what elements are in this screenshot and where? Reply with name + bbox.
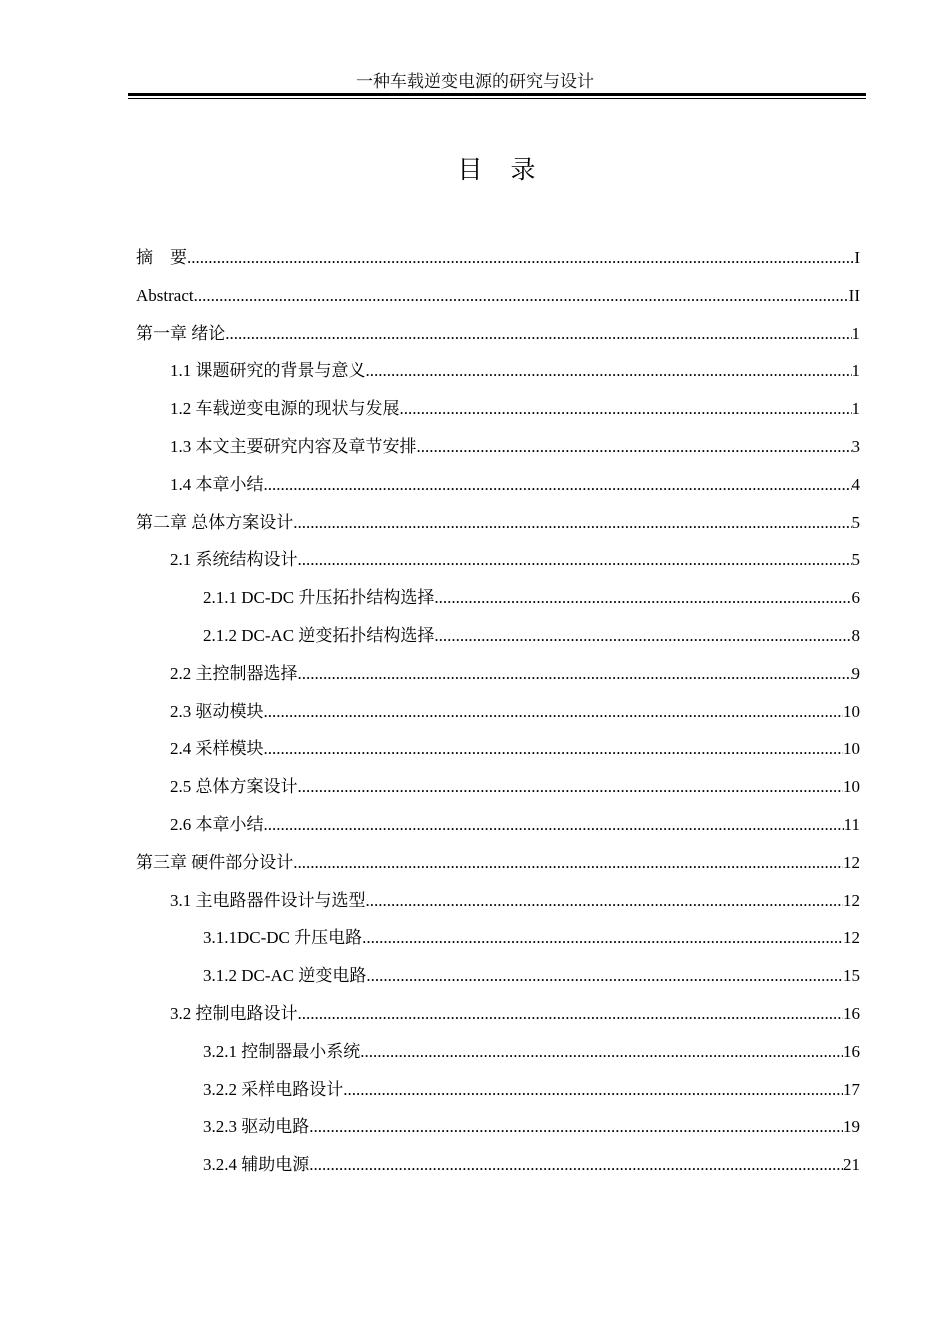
toc-entry-page: 19 xyxy=(843,1117,860,1137)
toc-entry-page: 1 xyxy=(851,323,860,343)
toc-entry-label: 1.3 本文主要研究内容及章节安排 xyxy=(170,437,417,456)
toc-entry-page: 3 xyxy=(851,437,860,456)
toc-entry-label: 2.2 主控制器选择 xyxy=(170,663,298,683)
toc-entry-page: II xyxy=(848,285,860,305)
toc-entry-page: 15 xyxy=(843,966,860,986)
toc-entry-label: 第三章 硬件部分设计 xyxy=(136,852,294,872)
toc-entry[interactable] xyxy=(170,359,860,383)
toc-entry[interactable] xyxy=(170,737,860,761)
toc-dot-leader xyxy=(194,284,849,308)
toc-entry-page: 16 xyxy=(843,1004,860,1023)
toc-entry-label: 3.1.1DC-DC 升压电路 xyxy=(203,928,363,948)
toc-entry-label: 2.1.2 DC-AC 逆变拓扑结构选择 xyxy=(203,626,435,645)
toc-entry-label: 1.2 车载逆变电源的现状与发展 xyxy=(170,399,400,419)
toc-entry-page: 12 xyxy=(843,890,860,910)
toc-dot-leader xyxy=(298,548,852,572)
toc-entry-label: 第一章 绪论 xyxy=(136,323,226,343)
toc-dot-leader xyxy=(293,851,843,875)
toc-dot-leader xyxy=(264,700,844,724)
toc-entry[interactable] xyxy=(136,322,860,346)
toc-entry-label: 3.1 主电路器件设计与选型 xyxy=(170,890,366,910)
toc-entry-page: 9 xyxy=(851,663,860,683)
toc-dot-leader xyxy=(400,397,852,421)
header-rule-thick xyxy=(128,93,866,96)
toc-entry-label: 第二章 总体方案设计 xyxy=(136,512,294,532)
toc-title-right: 录 xyxy=(510,157,538,184)
toc-entry-label: 2.6 本章小结 xyxy=(170,815,264,834)
toc-entry-page: 12 xyxy=(843,928,860,948)
toc-entry[interactable] xyxy=(170,775,860,799)
toc-entry-label: 3.2 控制电路设计 xyxy=(170,1004,298,1023)
toc-entry[interactable] xyxy=(170,662,860,686)
toc-entry[interactable] xyxy=(203,1115,860,1139)
toc-dot-leader xyxy=(264,813,844,837)
toc-entry-label: 2.5 总体方案设计 xyxy=(170,777,298,797)
toc-entry-page: I xyxy=(854,248,860,267)
toc-entry-page: 10 xyxy=(843,739,860,759)
toc-entry[interactable] xyxy=(203,624,860,648)
toc-entry-label: 3.2.4 辅助电源 xyxy=(203,1155,310,1175)
toc-entry-page: 8 xyxy=(851,626,860,645)
toc-dot-leader xyxy=(264,737,844,761)
toc-entry[interactable] xyxy=(170,397,860,421)
toc-entry-label: Abstract xyxy=(136,285,194,305)
toc-entry-page: 10 xyxy=(843,701,860,721)
toc-entry-page: 5 xyxy=(851,512,860,532)
toc-entry-label: 2.1.1 DC-DC 升压拓扑结构选择 xyxy=(203,588,435,608)
toc-entry-page: 10 xyxy=(843,777,860,797)
toc-entry-label: 1.4 本章小结 xyxy=(170,474,264,494)
toc-dot-leader xyxy=(366,889,844,913)
toc-dot-leader xyxy=(366,359,852,383)
toc-entry-page: 16 xyxy=(843,1041,860,1061)
toc-title-left: 目 xyxy=(457,157,485,184)
toc-entry-page: 21 xyxy=(843,1155,860,1175)
toc-dot-leader xyxy=(434,624,851,648)
toc-dot-leader xyxy=(293,511,851,535)
toc-dot-leader xyxy=(298,775,844,799)
toc-entry[interactable] xyxy=(170,435,860,459)
toc-dot-leader xyxy=(187,246,854,270)
toc-dot-leader xyxy=(264,473,852,497)
toc-title xyxy=(0,156,950,186)
toc-entry[interactable] xyxy=(203,586,860,610)
toc-dot-leader xyxy=(434,586,851,610)
toc-entry-label: 3.2.2 采样电路设计 xyxy=(203,1079,344,1099)
toc-entry[interactable] xyxy=(170,813,860,837)
toc-entry[interactable] xyxy=(136,246,860,270)
toc-entry-label: 3.2.1 控制器最小系统 xyxy=(203,1041,361,1061)
toc-entry[interactable] xyxy=(136,284,860,308)
toc-entry-page: 17 xyxy=(843,1079,860,1099)
toc-entry-label: 摘 要 xyxy=(136,248,187,267)
toc-entry[interactable] xyxy=(170,548,860,572)
toc-dot-leader xyxy=(309,1115,843,1139)
toc-entry[interactable] xyxy=(203,964,860,988)
toc-entry-page: 11 xyxy=(843,815,860,834)
header-rule-thin xyxy=(128,98,866,99)
toc-entry-label: 3.1.2 DC-AC 逆变电路 xyxy=(203,966,367,986)
toc-entry-page: 5 xyxy=(851,550,860,570)
toc-entry-label: 2.1 系统结构设计 xyxy=(170,550,298,570)
toc-entry-label: 3.2.3 驱动电路 xyxy=(203,1117,310,1137)
toc-dot-leader xyxy=(417,435,852,459)
toc-entry-page: 1 xyxy=(851,399,860,419)
toc-entry[interactable] xyxy=(136,851,860,875)
toc-dot-leader xyxy=(225,322,851,346)
toc-entry[interactable] xyxy=(136,511,860,535)
toc-entry[interactable] xyxy=(170,889,860,913)
toc-entry[interactable] xyxy=(203,1153,860,1177)
toc-entry-label: 1.1 课题研究的背景与意义 xyxy=(170,361,366,381)
toc-entry-page: 12 xyxy=(843,852,860,872)
toc-dot-leader xyxy=(366,964,843,988)
toc-dot-leader xyxy=(309,1153,843,1177)
toc-entry[interactable] xyxy=(170,700,860,724)
toc-dot-leader xyxy=(360,1040,843,1064)
toc-entry-page: 4 xyxy=(851,474,860,494)
toc-entry[interactable] xyxy=(170,1002,860,1026)
toc-entry-label: 2.4 采样模块 xyxy=(170,739,264,759)
toc-entry-label: 2.3 驱动模块 xyxy=(170,701,264,721)
running-header: 一种车载逆变电源的研究与设计 xyxy=(356,72,594,91)
toc-entry[interactable] xyxy=(203,926,860,950)
toc-entry[interactable] xyxy=(170,473,860,497)
toc-entry-page: 6 xyxy=(851,588,860,608)
toc-dot-leader xyxy=(298,1002,844,1026)
toc-dot-leader xyxy=(343,1078,843,1102)
toc-dot-leader xyxy=(362,926,843,950)
toc-entry-page: 1 xyxy=(851,361,860,381)
toc-dot-leader xyxy=(298,662,852,686)
toc-entry[interactable] xyxy=(203,1078,860,1102)
toc-entry[interactable] xyxy=(203,1040,860,1064)
